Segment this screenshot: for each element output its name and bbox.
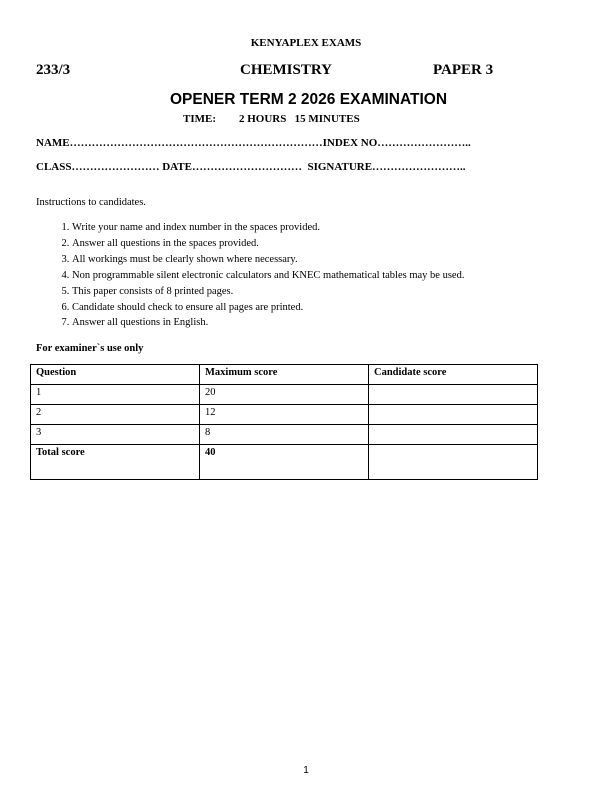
instructions-heading: Instructions to candidates. bbox=[36, 197, 146, 208]
instruction-item: 2. Answer all questions in the spaces provided. bbox=[72, 236, 464, 252]
max-score-cell: 12 bbox=[200, 405, 369, 425]
org-name: KENYAPLEX EXAMS bbox=[250, 37, 362, 49]
max-score-cell: 20 bbox=[200, 385, 369, 405]
header-cell: Candidate score bbox=[369, 365, 538, 385]
question-cell: 2 bbox=[31, 405, 200, 425]
class-date-signature-field[interactable]: CLASS…………………… DATE………………………… SIGNATURE…………………….. bbox=[36, 161, 466, 173]
total-label-cell: Total score bbox=[31, 445, 200, 480]
examiner-heading: For examiner`s use only bbox=[36, 343, 144, 354]
total-max-cell: 40 bbox=[200, 445, 369, 480]
paper-code: 233/3 bbox=[36, 62, 71, 78]
instruction-item: 5. This paper consists of 8 printed pages. bbox=[72, 284, 464, 300]
page-number: 1 bbox=[303, 765, 309, 776]
table-row bbox=[31, 425, 538, 445]
total-row bbox=[31, 445, 538, 480]
candidate-score-cell[interactable] bbox=[369, 425, 538, 445]
table-row bbox=[31, 405, 538, 425]
time-value: 2 HOURS 15 MINUTES bbox=[239, 113, 360, 125]
name-index-field[interactable]: NAME……………………………………………………………INDEX NO…………………….. bbox=[36, 137, 471, 149]
candidate-score-cell[interactable] bbox=[369, 405, 538, 425]
instruction-item: 6. Candidate should check to ensure all pages are printed. bbox=[72, 300, 464, 316]
subject: CHEMISTRY bbox=[240, 62, 332, 78]
instruction-item: 3. All workings must be clearly shown where necessary. bbox=[72, 252, 464, 268]
paper-number: PAPER 3 bbox=[433, 62, 494, 78]
instruction-item: 1. Write your name and index number in the spaces provided. bbox=[72, 220, 464, 236]
exam-title: OPENER TERM 2 2026 EXAMINATION bbox=[170, 91, 448, 108]
instruction-item: 7. Answer all questions in English. bbox=[72, 315, 464, 331]
instruction-item: 4. Non programmable silent electronic calculators and KNEC mathematical tables may be used. bbox=[72, 268, 464, 284]
instructions-list bbox=[36, 220, 464, 331]
score-table bbox=[30, 364, 538, 480]
time-label: TIME: bbox=[183, 113, 216, 125]
header-cell: Maximum score bbox=[200, 365, 369, 385]
total-candidate-cell[interactable] bbox=[369, 445, 538, 480]
candidate-score-cell[interactable] bbox=[369, 385, 538, 405]
question-cell: 3 bbox=[31, 425, 200, 445]
table-row bbox=[31, 385, 538, 405]
max-score-cell: 8 bbox=[200, 425, 369, 445]
table-header-row bbox=[31, 365, 538, 385]
header-cell: Question bbox=[31, 365, 200, 385]
question-cell: 1 bbox=[31, 385, 200, 405]
